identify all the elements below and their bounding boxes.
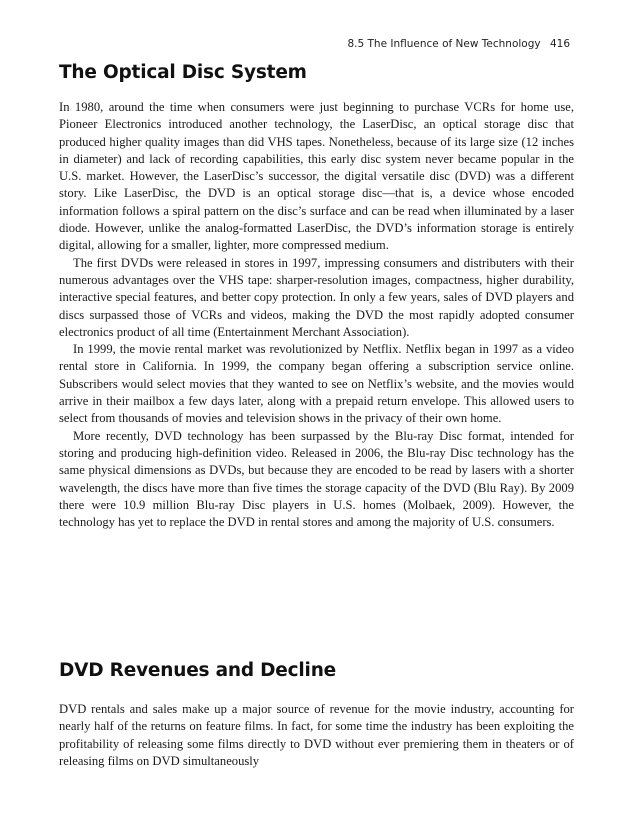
section-body-optical-disc: [59, 99, 574, 531]
page-number: 416: [549, 38, 570, 50]
running-header-section: 8.5 The Influence of New Technology: [347, 38, 541, 50]
section-body-dvd-revenues: [59, 701, 574, 770]
section-title-dvd-revenues: DVD Revenues and Decline: [59, 660, 337, 681]
paragraph: More recently, DVD technology has been surpassed by the Blu-ray Disc format, intended for storing and producing high-definition video. Released in 2006, the Blu-ray Disc technology has the same physical dimensions as DVDs, but because they are encoded to be read by lasers with a shorter wavelength, the discs have more than five times the storage capacity of the DVD (Blu Ray). By 2009 there were 10.9 million Blu-ray Disc players in U.S. homes (Molbaek, 2009). However, the technology has yet to replace the DVD in rental stores and among the majority of U.S. consumers.: [59, 428, 574, 530]
paragraph: In 1980, around the time when consumers were just beginning to purchase VCRs for home use, Pioneer Electronics introduced another technology, the LaserDisc, an optical storage disc that produced higher quality images than did VHS tapes. Nonetheless, because of its large size (12 inches in diameter) and lack of recording capabilities, this early disc system never became popular in the U.S. market. However, the LaserDisc’s successor, the digital versatile disc (DVD) was a different story. Like LaserDisc, the DVD is an optical storage disc—that is, a device whose encoded information follows a spiral pattern on the disc’s surface and can be read when illuminated by a laser diode. However, unlike the analog-formatted LaserDisc, the DVD’s information storage is entirely digital, allowing for a smaller, lighter, more compressed medium.: [59, 100, 574, 253]
paragraph: DVD rentals and sales make up a major source of revenue for the movie industry, accounting for nearly half of the returns on feature films. In fact, for some time the industry has been exploiting the profitability of releasing some films directly to DVD without ever premiering them in theaters or of releasing films on DVD simultaneously: [59, 702, 574, 768]
paragraph: The first DVDs were released in stores in 1997, impressing consumers and distributers with their numerous advantages over the VHS tape: sharper-resolution images, compactness, higher durability, interactive special features, and better copy protection. In only a few years, sales of DVD players and discs surpassed those of VCRs and videos, making the DVD the most rapidly adopted consumer electronics product of all time (Entertainment Merchant Association).: [59, 255, 574, 339]
paragraph: In 1999, the movie rental market was revolutionized by Netflix. Netflix began in 1997 as a video rental store in California. In 1999, the company began offering a subscription service online. Subscribers would select movies that they wanted to see on Netflix’s website, and the movies would arrive in their mailbox a few days later, along with a prepaid return envelope. This allowed users to select from thousands of movies and television shows in the privacy of their own home.: [59, 342, 574, 426]
section-title-optical-disc: The Optical Disc System: [59, 62, 307, 83]
running-header: [347, 38, 570, 50]
